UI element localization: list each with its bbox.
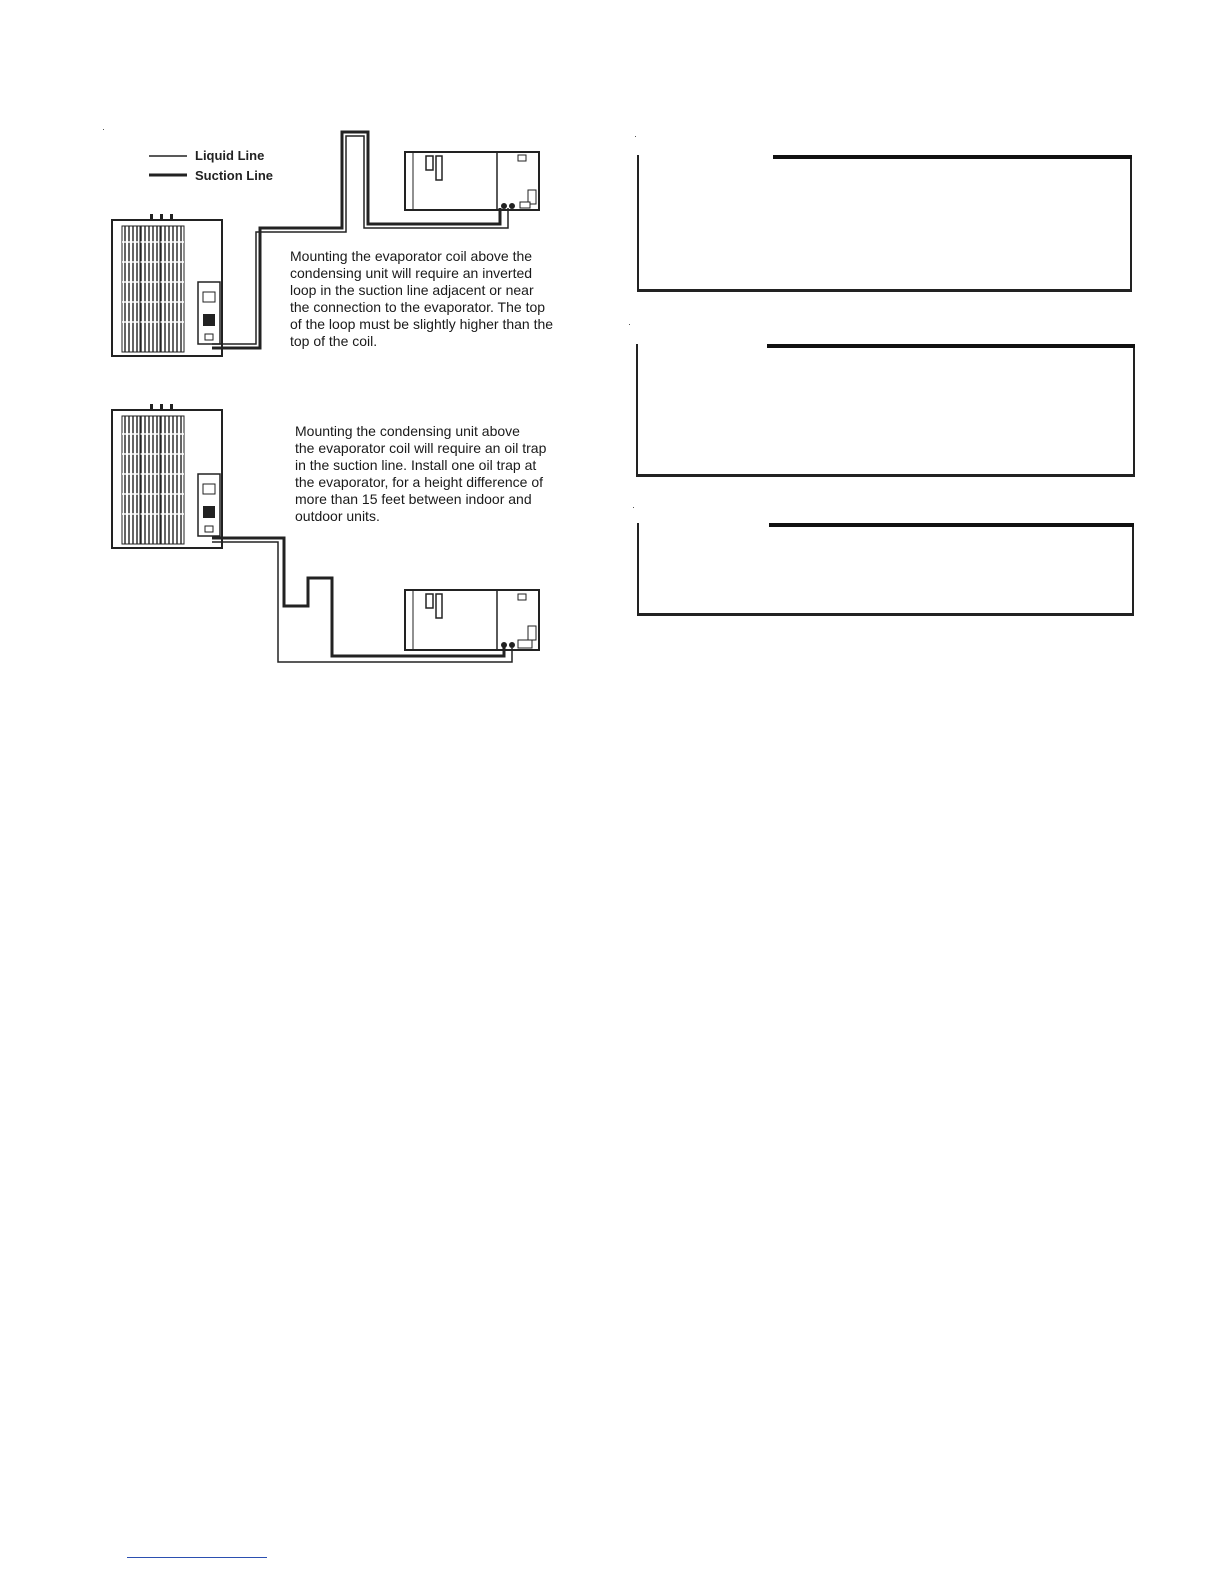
evaporator-coil-icon bbox=[405, 152, 539, 210]
footer-rule bbox=[127, 1557, 267, 1558]
note-line: the connection to the evaporator. The top bbox=[290, 299, 546, 315]
condensing-unit-icon bbox=[112, 214, 222, 356]
legend-liquid-line-label: Liquid Line bbox=[195, 148, 265, 163]
legend-suction-line-label: Suction Line bbox=[195, 168, 273, 183]
note-line: top of the coil. bbox=[290, 333, 378, 349]
note-line: outdoor units. bbox=[295, 508, 380, 524]
scan-speck bbox=[635, 136, 636, 137]
warning-box-1 bbox=[637, 155, 1132, 292]
warning-box-header-bar bbox=[773, 155, 1132, 159]
legend bbox=[149, 148, 273, 183]
scan-speck bbox=[629, 324, 630, 325]
note-line: in the suction line. Install one oil trap at bbox=[295, 457, 537, 473]
warning-box-3 bbox=[637, 523, 1134, 616]
condensing-unit-icon bbox=[112, 404, 222, 548]
warning-box-header-bar bbox=[769, 523, 1134, 527]
warning-box-2 bbox=[636, 344, 1135, 477]
note-line: Mounting the evaporator coil above the bbox=[290, 248, 533, 264]
note-line: the evaporator coil will require an oil trap bbox=[295, 440, 547, 456]
inverted-loop-note bbox=[290, 248, 553, 350]
oil-trap-note bbox=[295, 423, 546, 525]
note-line: of the loop must be slightly higher than the bbox=[290, 316, 554, 332]
warning-box-header-bar bbox=[767, 344, 1135, 348]
scan-speck bbox=[633, 507, 634, 508]
scan-speck bbox=[103, 129, 104, 130]
note-line: Mounting the condensing unit above bbox=[295, 423, 520, 439]
note-line: loop in the suction line adjacent or near bbox=[290, 282, 534, 298]
note-line: condensing unit will require an inverted bbox=[290, 265, 533, 281]
evaporator-coil-icon bbox=[405, 590, 539, 650]
note-line: more than 15 feet between indoor and bbox=[295, 491, 532, 507]
note-line: the evaporator, for a height difference of bbox=[295, 474, 544, 490]
